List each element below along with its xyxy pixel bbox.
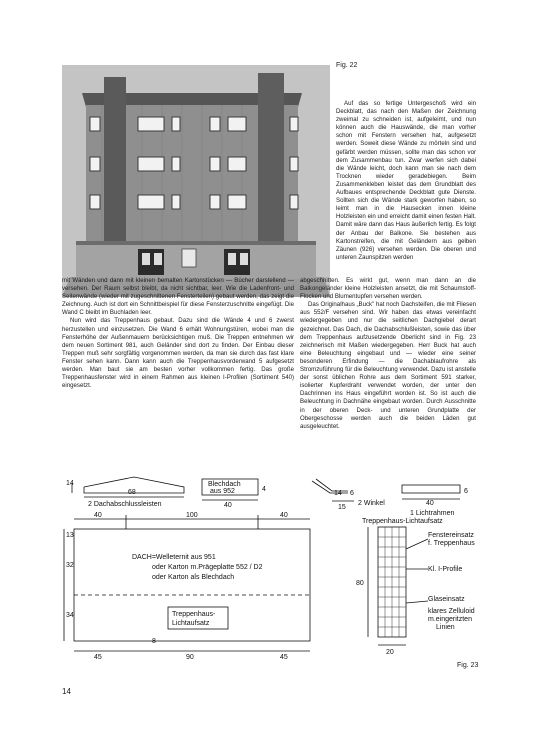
dim-label: 14 [66,480,74,487]
dim-label: 45 [94,654,102,661]
dim-label: 14 [334,490,342,497]
paragraph: Auf das so fertige Untergeschoß wird ein Deckblatt, das nach den Maßen der Zeichnung zweimal zu schneiden ist, aufgeleimt, und nun können auch die Hauswände, die man vorher schon mit Fenstern versehen hat, aufgesetzt werden. Soweit diese Wände zu mörteln sind und gefärbt werden müssen, sollte man das schon vor dem Zusammenbau tun. Zwar werfen sich dabei die Wände leicht, doch kann man sie nach dem Trocknen wieder geradebiegen. Beim Zusammenkleben leistet das dem Grundblatt des Aufbaues entsprechende Deckblatt gute Dienste. Sollten sich die Wände stark geworfen haben, so leimt man in die Hausecken innen kleine Holzleisten ein und erreicht damit einen festen Halt. Damit wäre dann das Haus äußerlich fertig. Es folgt der Anbau der Balkone. Sie bestehen aus Kartonstreifen, die mit Geländern aus gelben Zäunen (926) versehen werden. Die oberen und unteren Zaunspitzen werden [336,100,476,261]
text-column-left-bottom [62,277,294,390]
drawing-label: 1 Lichtrahmen [410,510,455,517]
dim-label: 20 [386,649,394,656]
dim-label: 40 [94,512,102,519]
dim-label: 15 [338,504,346,511]
paragraph: mit Wänden und dann mit kleinen bemalten Kartonstücken — Bücher darstellend — versehen. Der Raum selbst bleibt, da nicht sichtbar, leer. Wie die Ladenfront- und Seitenwände (wieder mit zugeschnittenen Fensterteilen) gebaut werden, das zeigt die Zeichnung. Auch ist dort ein Schnittbeispiel für diese Fensterzuschnitte eingefügt. Die Wand C bleibt im Buchladen leer. [62,277,294,317]
dim-label: 68 [128,489,136,496]
drawing-label: Lichtaufsatz [172,620,210,627]
dim-label: 32 [66,562,74,569]
drawing-label: f. Treppenhaus [428,540,475,547]
house-model-photo [62,65,330,297]
drawing-label: Treppenhaus-Lichtaufsatz [362,518,443,525]
dim-label: 45 [280,654,288,661]
dim-label: 40 [280,512,288,519]
drawing-label: Blechdach [208,481,241,488]
paragraph: abgeschnitten. Es wirkt gut, wenn man dann an die Balkongeländer kleine Holzleisten ansetzt, die mit Schaumstoff-Flocken und Blumentupfen versehen werden. [300,277,476,301]
drawing-label: oder Karton als Blechdach [152,574,235,581]
drawing-label: Linien [436,624,455,631]
drawing-label: klares Zelluloid [428,608,475,615]
house-model-illustration [62,65,330,297]
drawing-label: Kl. I-Profile [428,566,463,573]
drawing-label: oder Karton m.Prägeplatte 552 / D2 [152,564,263,571]
text-column-right-bottom [300,277,476,431]
technical-drawing [62,473,492,663]
dim-label: 100 [186,512,198,519]
text-column-right-top [336,100,476,262]
dim-label: 34 [66,612,74,619]
dim-label: 40 [426,500,434,507]
drawing-label: m.eingeritzten [428,616,472,623]
dim-label: 40 [224,502,232,509]
drawing-label: aus 952 [210,488,235,495]
drawing-label: Fenstereinsatz [428,532,474,539]
drawing-label: 2 Winkel [358,500,385,507]
page-number: 14 [62,687,71,696]
drawing-label: Glaseinsatz [428,596,465,603]
dim-label: 6 [350,490,354,497]
dim-label: 6 [464,488,468,495]
drawing-label: DACH=Welleternit aus 951 [132,554,216,561]
figure-22-label: Fig. 22 [336,62,358,69]
drawing-label: Treppenhaus- [172,611,216,618]
dim-label: 90 [186,654,194,661]
paragraph: Das Originalhaus „Buck" hat noch Dachsteifen, die mit Fliesen aus 552/F versehen sind. Wir haben das etwas vereinfacht wiedergegeben und nur die seitlichen Dachgiebel derart gezeichnet. Das Dach, die Dachabschlußleisten, sowie das über dem Treppenhaus aufzusetzende Oberlicht sind in Fig. 23 zeichnerisch mit Maßen wiedergegeben. Herr Buck hat auch eine Beleuchtung eingebaut und — wieder eine seiner besonderen Erfindung — die Dachablaufrohre als Stromzuführung für die Beleuchtung verwendet. Dazu ist anstelle der sonst üblichen Rohre aus dem Sortiment 591 starker, isolierter Kupferdraht verwendet worden, der unter den Dachrinnen ins Haus eingeführt worden ist. So ist auch die Beleuchtung in Dachnähe eingebaut worden. Durch Ausschnitte in der oberen Deck- und unteren Grundplatte der Obergeschosse werden auch die beiden Läden gut ausgeleuchtet. [300,301,476,430]
dim-label: 8 [152,638,156,645]
drawing-label: 2 Dachabschlussleisten [88,501,162,508]
dim-label: 80 [356,580,364,587]
dim-label: 13 [66,532,74,539]
figure-23-label: Fig. 23 [457,662,479,669]
dim-label: 4 [262,486,266,493]
roof-drawing-svg [62,473,492,663]
paragraph: Nun wird das Treppenhaus gebaut. Dazu sind die Wände 4 und 6 zwerst herzustellen und einzusetzen. Die Wand 6 erhält Wohnungstüren, wobei man die Fensterhöhe der Außenmauern berücksichtigen muß. Die Treppen entnehmen wir dem neuen Sortiment 981, auch Geländer sind dort zu finden. Der Einbau dieser Treppen muß sehr sorgfältig vorgenommen werden, da man sie durch das fast klare Fenster sehen kann. Dann kann auch die Treppenhausvorderwand 5 aufgesetzt werden. Man baut sie am besten vorher vollkommen fertig. Das große Treppenhausfenster wird in einem Rahmen aus kleinen I-Profilen (Sortiment 540) eingesetzt. [62,317,294,390]
